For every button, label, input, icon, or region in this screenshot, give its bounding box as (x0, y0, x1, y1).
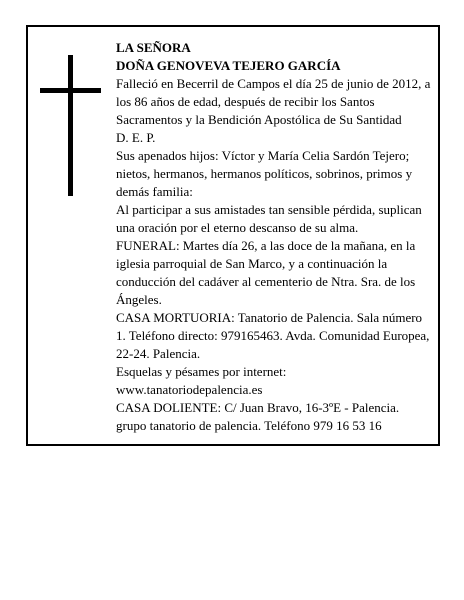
website-link: www.tanatoriodepalencia.es (116, 382, 263, 397)
family-home-address: CASA DOLIENTE: C/ Juan Bravo, 16-3ºE - Palencia. (116, 400, 400, 415)
condolences-line: Esquelas y pésames por internet: (116, 364, 287, 379)
obituary-text (116, 39, 434, 435)
cross-icon-horizontal-bar (40, 88, 101, 93)
notice-title-name: DOÑA GENOVEVA TEJERO GARCÍA (116, 58, 341, 73)
obituary-notice (26, 25, 440, 446)
funeral-details: FUNERAL: Martes día 26, a las doce de la mañana, en la iglesia parroquial de San Marco, y a continuación la conducción del cadáver al cementerio de Ntra. Sra. de los Ángeles. (116, 238, 416, 307)
group-phone-line: grupo tanatorio de palencia. Teléfono 979 16 53 16 (116, 418, 382, 433)
death-announcement: Falleció en Becerril de Campos el día 25 de junio de 2012, a los 86 años de edad, después de recibir los Santos Sacramentos y la Bendición Apostólica de Su Santidad (116, 76, 431, 127)
mourners-line: Sus apenados hijos: Víctor y María Celia Sardón Tejero; nietos, hermanos, hermanos políticos, sobrinos, primos y demás familia: (116, 148, 413, 199)
cross-icon-vertical-bar (68, 55, 73, 196)
rip-line: D. E. P. (116, 130, 156, 145)
funeral-home-details: CASA MORTUORIA: Tanatorio de Palencia. Sala número 1. Teléfono directo: 979165463. Avda. Comunidad Europea, 22-24. Palencia. (116, 310, 430, 361)
prayer-request: Al participar a sus amistades tan sensible pérdida, suplican una oración por el eterno descanso de su alma. (116, 202, 422, 235)
notice-title-line1: LA SEÑORA (116, 40, 191, 55)
